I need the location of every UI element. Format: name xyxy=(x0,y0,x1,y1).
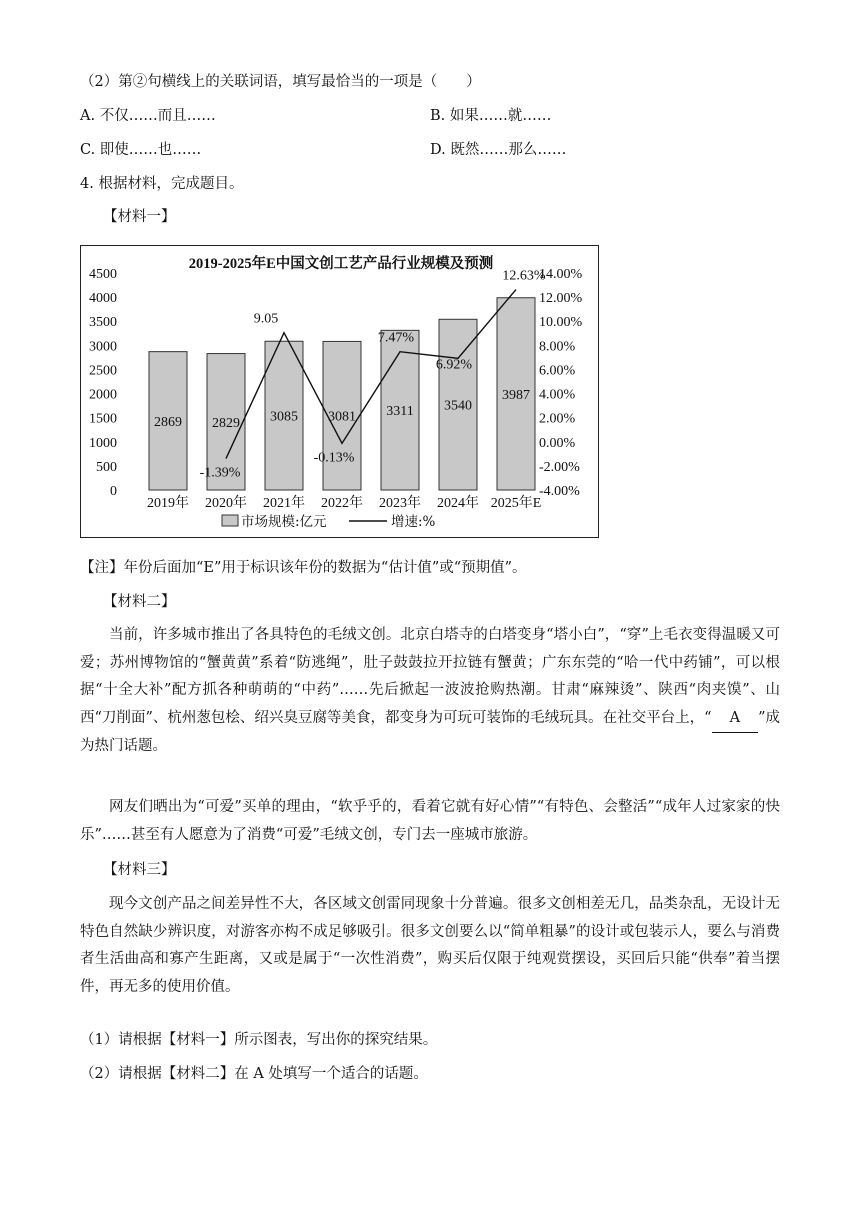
legend-bar-swatch xyxy=(222,515,238,526)
option-a[interactable]: A. 不仅……而且…… xyxy=(80,108,216,124)
y-right-tick-label: 6.00% xyxy=(539,363,576,379)
y-right-tick-label: 0.00% xyxy=(539,435,576,451)
legend-line-label: 增速:% xyxy=(391,514,436,530)
y-left-tick-label: 2500 xyxy=(89,363,117,379)
question-intro: 4. 根据材料，完成题目。 xyxy=(80,176,244,192)
x-tick-label: 2023年 xyxy=(379,496,421,511)
growth-value-label: 6.92% xyxy=(435,357,473,373)
material-3-title: 【材料三】 xyxy=(103,862,176,878)
y-left-tick-label: 3000 xyxy=(89,339,117,355)
material-3-paragraph: 现今文创产品之间差异性不大，各区域文创雷同现象十分普遍。很多文创相差无几，品类杂乱，无设计无特色自然缺少辨识度，对游客亦构不成足够吸引。很多文创要么以“简单粗暴”的设计或包装示人，要么与消费者生活曲高和寡产生距离，又或是属于“一次性消费”，购买后仅限于纯观赏摆设，买回后只能“供奉”着当摆件，再无多的使用价值。 xyxy=(80,896,780,995)
chart-note: 【注】年份后面加“E”用于标识该年份的数据为“估计值”或“预期值”。 xyxy=(80,560,527,576)
blank-a[interactable]: A xyxy=(712,705,758,734)
x-tick-label: 2019年 xyxy=(147,496,189,511)
material-2-paragraph-1 xyxy=(80,622,780,761)
x-tick-label: 2025年E xyxy=(490,496,542,511)
y-left-tick-label: 4500 xyxy=(89,267,117,282)
sub-question-2: （2）请根据【材料二】在 A 处填写一个适合的话题。 xyxy=(80,1066,428,1082)
material-2-paragraph-2: 网友们晒出为“可爱”买单的理由，“软乎乎的，看着它就有好心情”“有特色、会整活”“成年人过家家的快乐”……甚至有人愿意为了消费“可爱”毛绒文创，专门去一座城市旅游。 xyxy=(80,799,780,843)
y-left-tick-label: 4000 xyxy=(89,291,117,307)
material-2-text-after: ”成为热门话题。 xyxy=(80,709,780,754)
y-right-tick-label: -2.00% xyxy=(539,459,580,475)
option-b[interactable]: B. 如果……就…… xyxy=(430,108,552,124)
x-tick-label: 2022年 xyxy=(321,496,363,511)
chart-title: 2019-2025年E中国文创工艺产品行业规模及预测 xyxy=(188,256,494,272)
y-right-tick-label: 4.00% xyxy=(539,387,576,403)
y-left-tick-label: 500 xyxy=(96,459,117,475)
bar-value-label: 2829 xyxy=(212,415,240,431)
bar-value-label: 3987 xyxy=(502,387,530,403)
x-tick-label: 2020年 xyxy=(205,496,247,511)
y-right-tick-label: 10.00% xyxy=(539,315,583,331)
bar-value-label: 3085 xyxy=(270,409,298,425)
growth-value-label: -0.13% xyxy=(313,450,355,466)
growth-value-label: 7.47% xyxy=(377,330,415,346)
y-left-tick-label: 3500 xyxy=(89,315,117,331)
y-left-tick-label: 1500 xyxy=(89,411,117,427)
bar-value-label: 3540 xyxy=(444,398,472,414)
y-right-tick-label: 8.00% xyxy=(539,339,576,355)
bar-value-label: 3081 xyxy=(328,409,356,425)
option-c[interactable]: C. 即使……也…… xyxy=(80,142,202,158)
material-2-text-before: 当前，许多城市推出了各具特色的毛绒文创。北京白塔寺的白塔变身“塔小白”，“穿”上毛衣变得温暖又可爱；苏州博物馆的“蟹黄黄”系着“防逃绳”，肚子鼓鼓拉开拉链有蟹黄；广东东莞的“哈一代中药铺”，可以根据“十全大补”配方抓各种萌萌的“中药”……先后掀起一波波抢购热潮。甘肃“麻辣烫”、陕西“肉夹馍”、山西“刀削面”、杭州葱包桧、绍兴臭豆腐等美食，都变身为可玩可装饰的毛绒玩具。在社交平台上，“ xyxy=(80,627,780,726)
y-left-tick-label: 2000 xyxy=(89,387,117,403)
option-d[interactable]: D. 既然……那么…… xyxy=(430,142,567,158)
material-1-title: 【材料一】 xyxy=(103,209,176,225)
growth-value-label: 9.05 xyxy=(253,311,279,327)
bar-line-chart xyxy=(81,246,600,539)
sub-question-1: （1）请根据【材料一】所示图表，写出你的探究结果。 xyxy=(80,1032,438,1048)
material-2-title: 【材料二】 xyxy=(103,594,176,610)
y-right-tick-label: 12.00% xyxy=(539,291,583,307)
y-left-tick-label: 1000 xyxy=(89,435,117,451)
bar-value-label: 3311 xyxy=(386,404,414,420)
question-text: （2）第②句横线上的关联词语，填写最恰当的一项是（ ） xyxy=(80,74,481,90)
bar-value-label: 2869 xyxy=(154,414,182,430)
y-right-tick-label: 14.00% xyxy=(539,267,583,282)
legend-bar-label: 市场规模:亿元 xyxy=(241,514,327,530)
x-tick-label: 2021年 xyxy=(263,496,305,511)
x-tick-label: 2024年 xyxy=(437,496,479,511)
growth-value-label: 12.63% xyxy=(502,268,546,284)
y-right-tick-label: 2.00% xyxy=(539,411,576,427)
y-left-tick-label: 0 xyxy=(110,484,117,499)
y-right-tick-label: -4.00% xyxy=(539,484,580,499)
growth-value-label: -1.39% xyxy=(199,465,241,481)
chart-frame xyxy=(80,245,599,538)
